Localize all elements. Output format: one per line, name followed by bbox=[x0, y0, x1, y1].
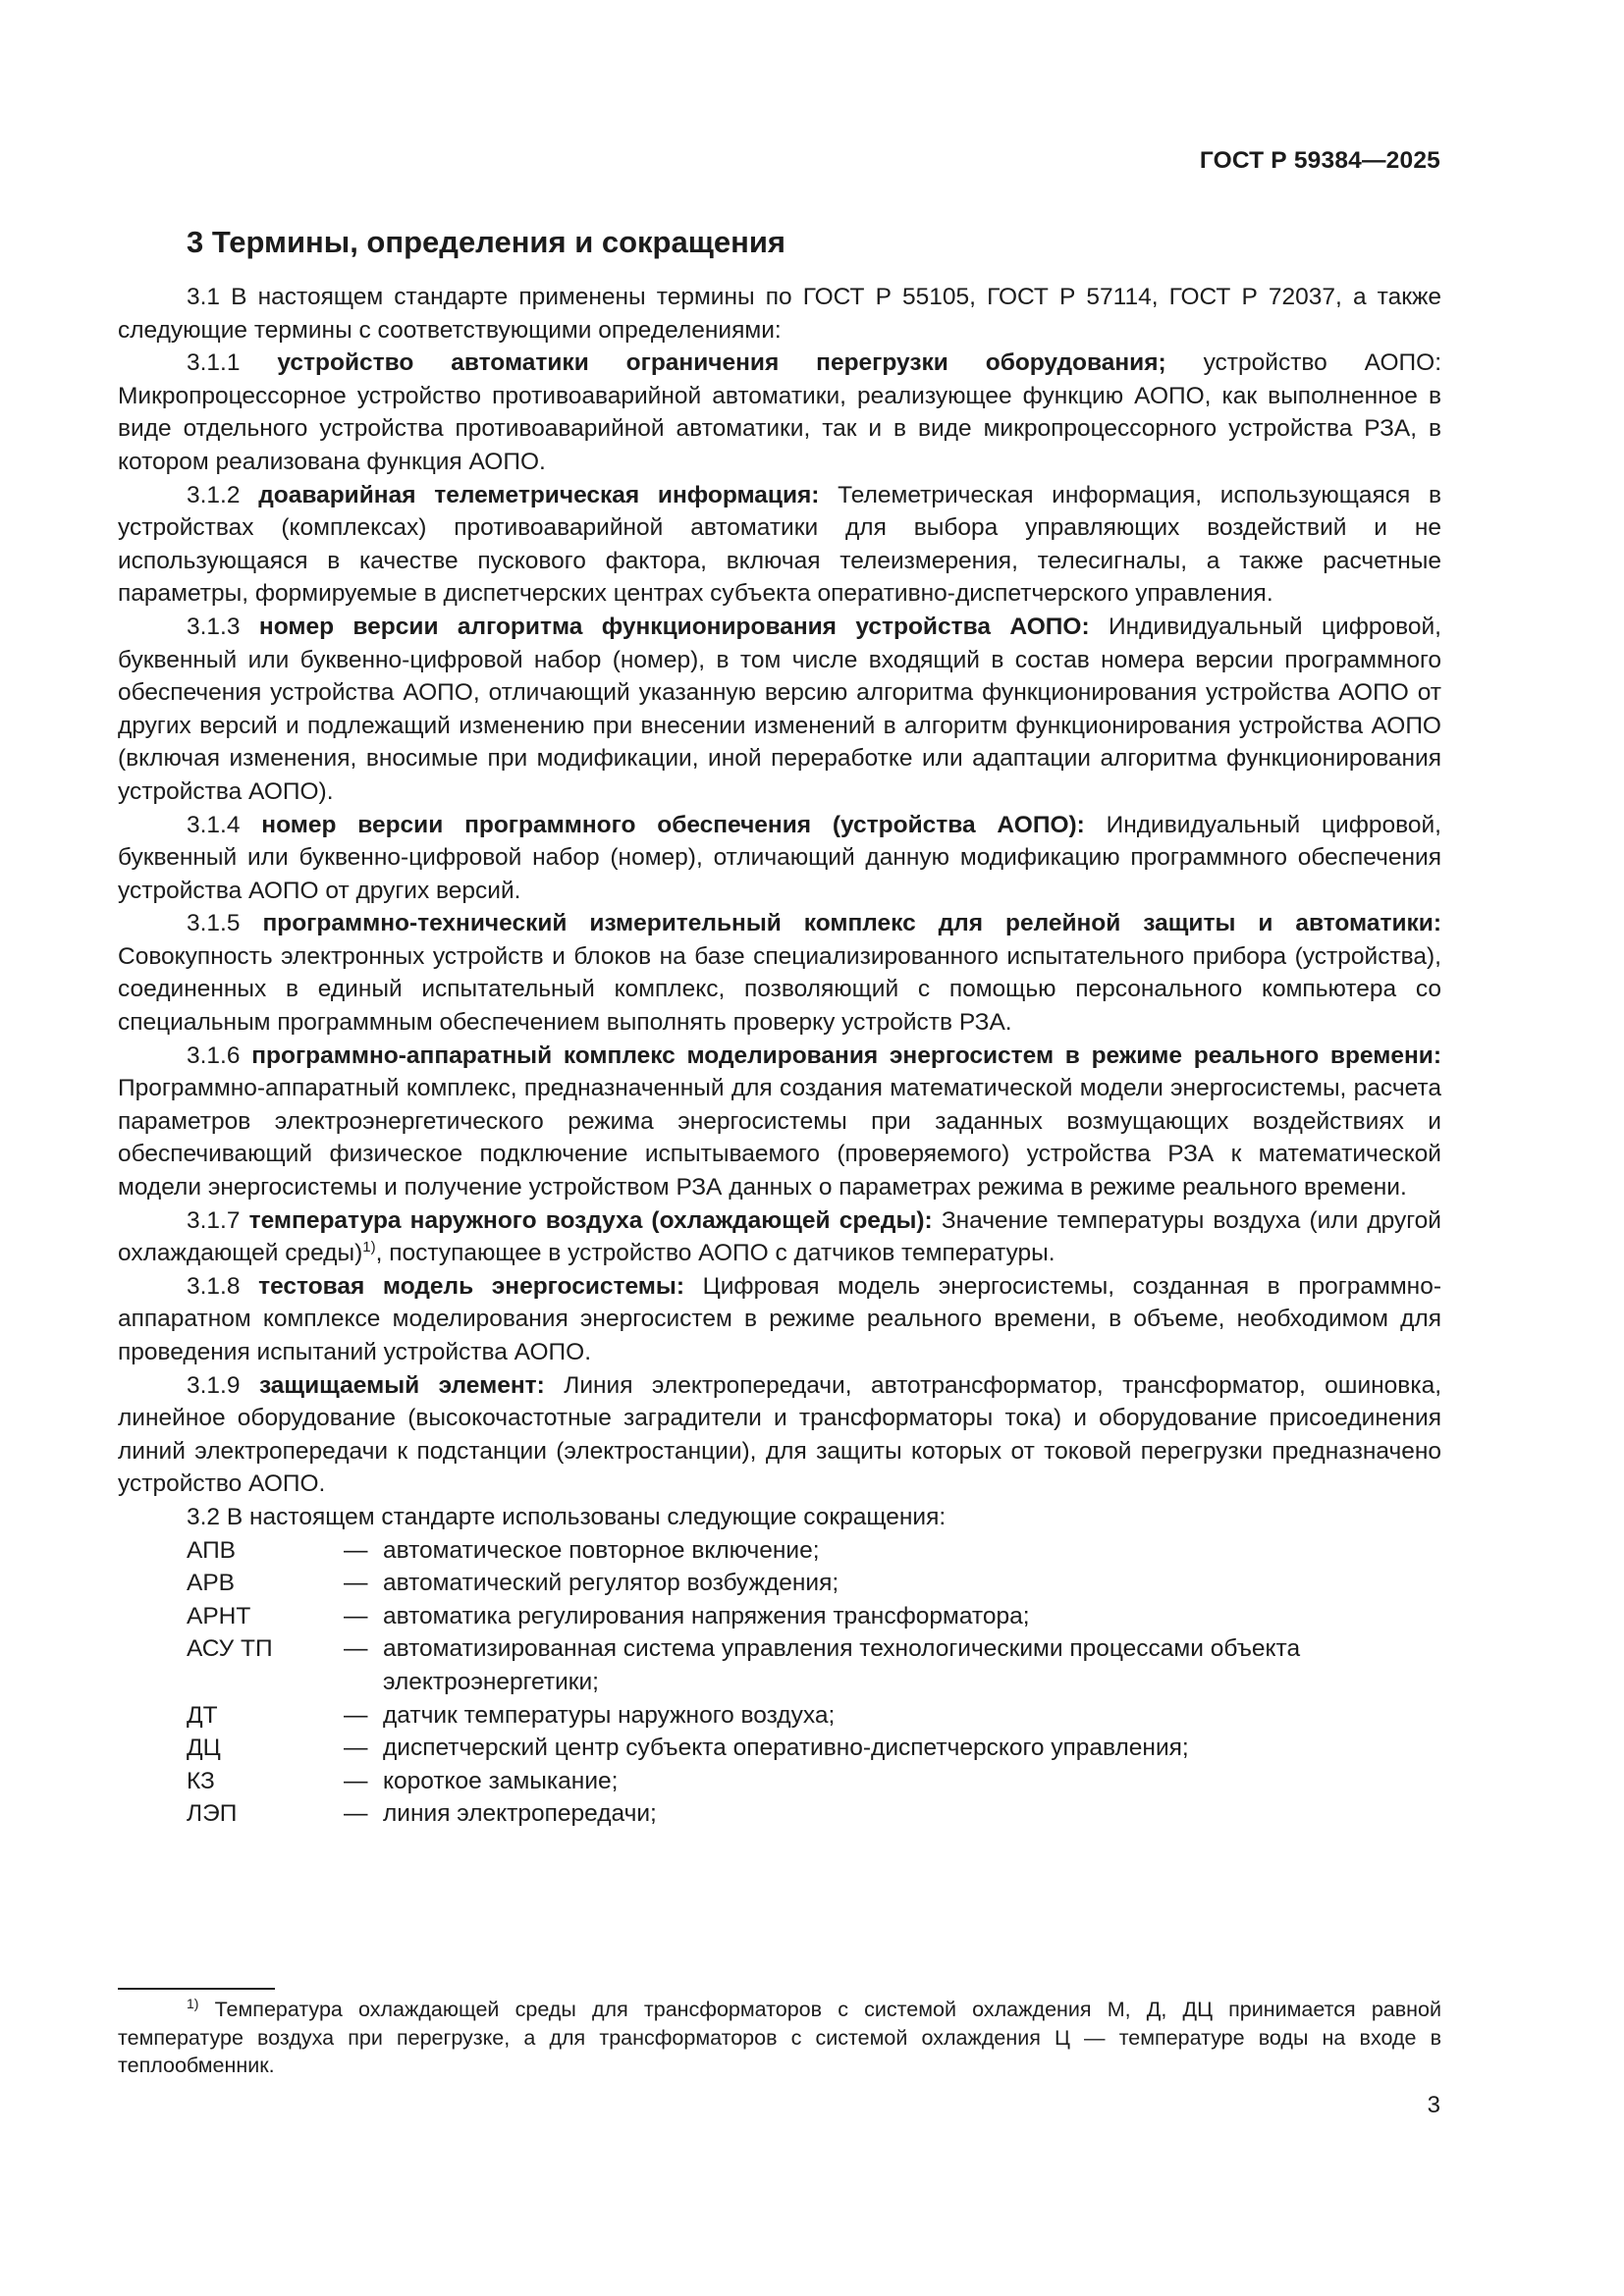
abbreviation-item bbox=[187, 1797, 1441, 1831]
term-number: 3.1.8 bbox=[187, 1272, 241, 1300]
abbreviation-item bbox=[187, 1534, 1441, 1568]
term-definition: Линия электропередачи, автотрансформатор, трансформатор, ошиновка, линейное оборудование (высокочастотные заградители и трансформаторы тока) и оборудование присоединения линий электропередачи к подстанции (электростанции), для защиты которых от токовой перегрузки предназначено устройство АОПО. bbox=[118, 1371, 1442, 1498]
abbreviation-item bbox=[187, 1765, 1441, 1798]
term-definition: Программно-аппаратный комплекс, предназначенный для создания математической модели энергосистемы, расчета параметров электроэнергетического режима энергосистемы при заданных возмущающих воздействиях и обеспечивающий физическое подключение испытываемого (проверяемого) устройства РЗА к математической модели энергосистемы и получение устройством РЗА данных о параметрах режима в режиме реального времени. bbox=[118, 1075, 1441, 1201]
footnote-mark: 1) bbox=[187, 1996, 199, 2011]
section-heading: 3 Термины, определения и сокращения bbox=[187, 225, 785, 259]
abbreviation-dash: — bbox=[344, 1536, 368, 1564]
abbreviation-term: КЗ bbox=[187, 1767, 215, 1794]
abbreviation-dash: — bbox=[344, 1570, 368, 1597]
term-name: доаварийная телеметрическая информация: bbox=[258, 481, 820, 508]
abbreviation-definition: автоматическое повторное включение; bbox=[383, 1536, 820, 1564]
abbreviation-item bbox=[187, 1699, 1441, 1733]
abbreviation-list bbox=[187, 1534, 1441, 1831]
abbreviation-dash: — bbox=[344, 1701, 368, 1729]
abbreviation-term: АРНТ bbox=[187, 1602, 251, 1629]
abbreviation-item bbox=[187, 1732, 1441, 1765]
document-code: ГОСТ Р 59384—2025 bbox=[1199, 147, 1440, 174]
term-number: 3.1.5 bbox=[187, 910, 241, 937]
term-name: температура наружного воздуха (охлаждающей среды): bbox=[248, 1206, 933, 1234]
term-entry bbox=[118, 611, 1441, 809]
page-content bbox=[118, 224, 1441, 1831]
term-number: 3.1.2 bbox=[187, 481, 241, 508]
term-name: защищаемый элемент: bbox=[258, 1371, 545, 1399]
footnote-reference: 1) bbox=[362, 1239, 376, 1256]
section-intro: 3.1 В настоящем стандарте применены термины по ГОСТ Р 55105, ГОСТ Р 57114, ГОСТ Р 72037, а также следующие термины с соответствующими определениями: bbox=[118, 284, 1441, 344]
abbreviation-term: ДЦ bbox=[187, 1735, 221, 1762]
abbreviation-term: АРВ bbox=[187, 1570, 236, 1597]
term-definition: устройство АОПО: Микропроцессорное устройство противоаварийной автоматики, реализующее функцию АОПО, как выполненное в виде отдельного устройства противоаварийной автоматики, так и в виде микропроцессорного устройства РЗА, в котором реализована функция АОПО. bbox=[118, 349, 1442, 475]
term-definition: Совокупность электронных устройств и блоков на базе специализированного испытательного прибора (устройства), соединенных в единый испытательный комплекс, позволяющий с помощью персонального компьютера со специальным программным обеспечением выполнять проверку устройств РЗА. bbox=[118, 942, 1441, 1037]
abbreviation-definition: автоматика регулирования напряжения трансформатора; bbox=[383, 1602, 1030, 1629]
term-definition: Индивидуальный цифровой, буквенный или буквенно-цифровой набор (номер), отличающий данную модификацию программного обеспечения устройства АОПО от других версий. bbox=[118, 811, 1441, 904]
term-definition-continued: , поступающее в устройство АОПО с датчиков температуры. bbox=[375, 1240, 1056, 1267]
term-entry bbox=[118, 347, 1441, 478]
term-name: номер версии программного обеспечения (устройства АОПО): bbox=[261, 811, 1085, 838]
abbreviation-item bbox=[187, 1567, 1441, 1600]
term-definition: Телеметрическая информация, использующаяся в устройствах (комплексах) противоаварийной автоматики для выбора управляющих воздействий и не использующаяся в качестве пускового фактора, включая телеизмерения, телесигналы, а также расчетные параметры, формируемые в диспетчерских центрах субъекта оперативно-диспетчерского управления. bbox=[118, 481, 1441, 608]
term-entry bbox=[118, 907, 1441, 1039]
abbreviation-definition: автоматический регулятор возбуждения; bbox=[383, 1570, 839, 1597]
term-entry bbox=[118, 1040, 1441, 1204]
term-definition: Значение температуры воздуха (или другой охлаждающей среды) bbox=[118, 1206, 1441, 1267]
abbreviation-definition: датчик температуры наружного воздуха; bbox=[383, 1701, 836, 1729]
term-number: 3.1.6 bbox=[187, 1041, 241, 1069]
term-number: 3.1.4 bbox=[187, 811, 241, 838]
abbreviation-dash: — bbox=[344, 1735, 368, 1762]
term-number: 3.1.7 bbox=[187, 1206, 241, 1234]
abbreviation-term: АПВ bbox=[187, 1536, 237, 1564]
abbreviation-dash: — bbox=[344, 1767, 368, 1794]
footnote bbox=[118, 1996, 1441, 2080]
term-number: 3.1.9 bbox=[187, 1371, 241, 1399]
term-name: тестовая модель энергосистемы: bbox=[258, 1272, 685, 1300]
term-entry bbox=[118, 479, 1441, 611]
abbreviation-term: АСУ ТП bbox=[187, 1635, 273, 1663]
abbreviation-item bbox=[187, 1600, 1441, 1633]
term-number: 3.1.1 bbox=[187, 349, 241, 377]
term-entry bbox=[118, 809, 1441, 908]
abbreviation-definition: короткое замыкание; bbox=[383, 1767, 619, 1794]
term-entry bbox=[118, 1204, 1441, 1270]
term-name: номер версии алгоритма функционирования устройства АОПО: bbox=[258, 613, 1090, 640]
footnote-text: Температура охлаждающей среды для трансформаторов с системой охлаждения М, Д, ДЦ принимается равной температуре воздуха при перегрузке, а для трансформаторов с системой охлаждения Ц — температуре воды на входе в теплообменник. bbox=[118, 1998, 1441, 2078]
term-name: программно-технический измерительный комплекс для релейной защиты и автоматики: bbox=[262, 910, 1441, 937]
term-definition: Индивидуальный цифровой, буквенный или буквенно-цифровой набор (номер), в том числе входящий в состав номера версии программного обеспечения устройства АОПО, отличающий указанную версию алгоритма функционирования устройства АОПО от других версий и подлежащий изменению при внесении изменений в алгоритм функционирования устройства АОПО (включая изменения, вносимые при модификации, иной переработке или адаптации алгоритма функционирования устройства АОПО). bbox=[118, 613, 1441, 805]
abbreviation-item bbox=[187, 1632, 1441, 1698]
abbreviation-dash: — bbox=[344, 1635, 368, 1663]
abbreviation-term: ЛЭП bbox=[187, 1800, 238, 1828]
abbreviation-term: ДТ bbox=[187, 1701, 218, 1729]
abbreviation-dash: — bbox=[344, 1800, 368, 1828]
term-number: 3.1.3 bbox=[187, 613, 241, 640]
term-entry bbox=[118, 1369, 1441, 1501]
footnote-divider bbox=[118, 1988, 275, 1990]
abbreviation-dash: — bbox=[344, 1602, 368, 1629]
abbreviations-intro: 3.2 В настоящем стандарте использованы следующие сокращения: bbox=[187, 1503, 947, 1530]
abbreviation-definition: автоматизированная система управления технологическими процессами объекта электроэнергетики; bbox=[383, 1635, 1301, 1695]
term-entry bbox=[118, 1270, 1441, 1369]
abbreviation-definition: линия электропередачи; bbox=[383, 1800, 657, 1828]
term-definition: Цифровая модель энергосистемы, созданная в программно-аппаратном комплексе моделирования энергосистем в режиме реального времени, в объеме, необходимом для проведения испытаний устройства АОПО. bbox=[118, 1272, 1441, 1365]
term-name: программно-аппаратный комплекс моделирования энергосистем в режиме реального времени: bbox=[251, 1041, 1441, 1069]
page-number: 3 bbox=[1427, 2092, 1440, 2118]
term-name: устройство автоматики ограничения перегрузки оборудования; bbox=[277, 349, 1166, 377]
abbreviation-definition: диспетчерский центр субъекта оперативно-диспетчерского управления; bbox=[383, 1735, 1189, 1762]
